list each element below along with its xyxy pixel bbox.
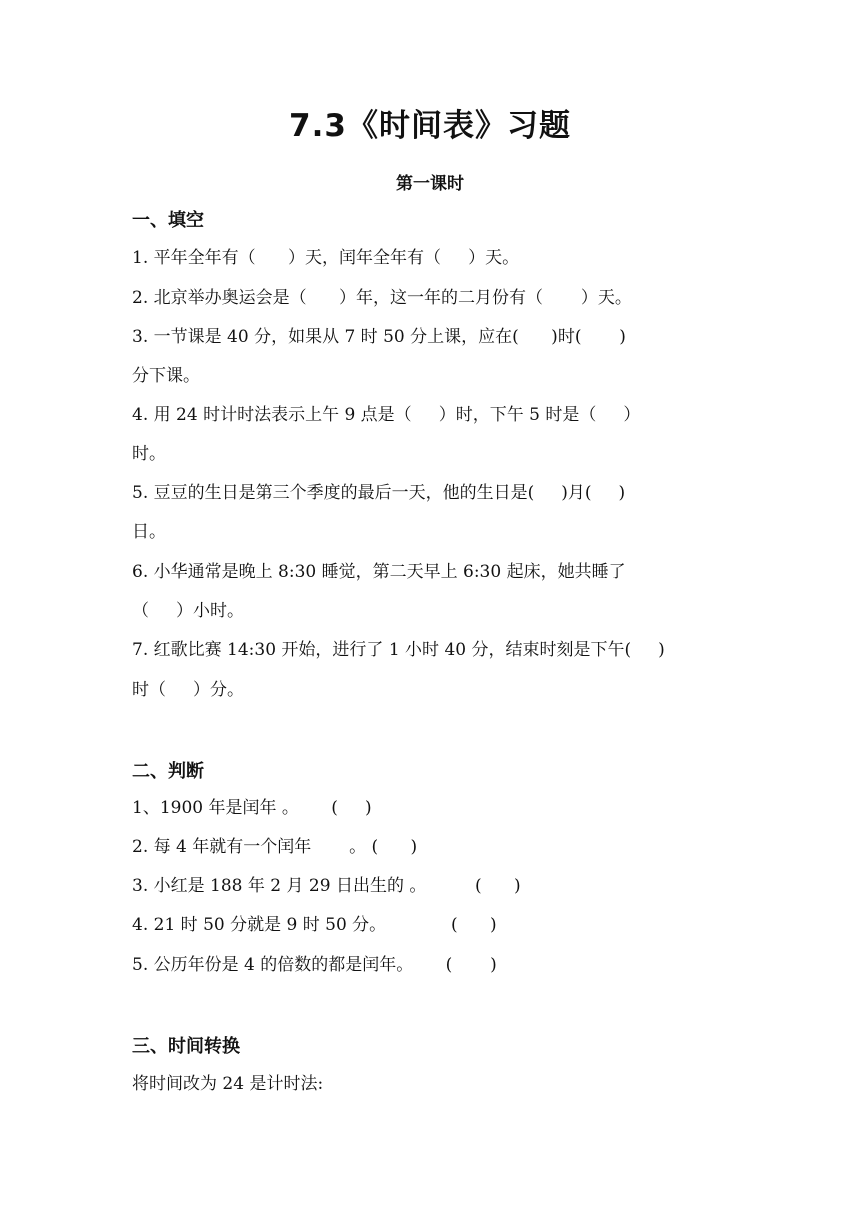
question-line: 7. 红歌比赛 14:30 开始，进行了 1 小时 40 分，结束时刻是下午( ) [132, 640, 665, 660]
judgment-line: 2. 每 4 年就有一个闰年 。 ( ) [132, 837, 418, 857]
judgment-line: 3. 小红是 188 年 2 月 29 日出生的 。 ( ) [132, 876, 521, 896]
question-line: 2. 北京举办奥运会是（ ）年，这一年的二月份有（ ）天。 [132, 288, 632, 308]
page-title: 7.3《时间表》习题 [289, 108, 571, 144]
question-line-continuation: 时（ ）分。 [132, 680, 245, 700]
question-line: 5. 豆豆的生日是第三个季度的最后一天，他的生日是( )月( ) [132, 483, 626, 503]
question-line-continuation: 日。 [132, 522, 166, 542]
question-line: 1. 平年全年有（ ）天，闰年全年有（ ）天。 [132, 248, 520, 268]
question-line-continuation: （ ）小时。 [132, 601, 245, 621]
question-line-continuation: 分下课。 [132, 366, 200, 386]
section-heading-fill-blank: 一、填空 [132, 210, 204, 231]
judgment-line: 5. 公历年份是 4 的倍数的都是闰年。 ( ) [132, 955, 497, 975]
section-heading-time-conversion: 三、时间转换 [132, 1036, 240, 1057]
judgment-line: 4. 21 时 50 分就是 9 时 50 分。 ( ) [132, 915, 497, 935]
question-line: 4. 用 24 时计时法表示上午 9 点是（ ）时，下午 5 时是（ ） [132, 405, 641, 425]
instruction-line: 将时间改为 24 是计时法: [132, 1074, 324, 1094]
question-line: 6. 小华通常是晚上 8:30 睡觉，第二天早上 6:30 起床，她共睡了 [132, 562, 626, 582]
section-heading-judgment: 二、判断 [132, 761, 204, 782]
question-line-continuation: 时。 [132, 444, 166, 464]
judgment-line: 1、1900 年是闰年 。 ( ) [132, 798, 372, 818]
page-subtitle: 第一课时 [396, 174, 464, 194]
question-line: 3. 一节课是 40 分，如果从 7 时 50 分上课，应在( )时( ) [132, 327, 626, 347]
